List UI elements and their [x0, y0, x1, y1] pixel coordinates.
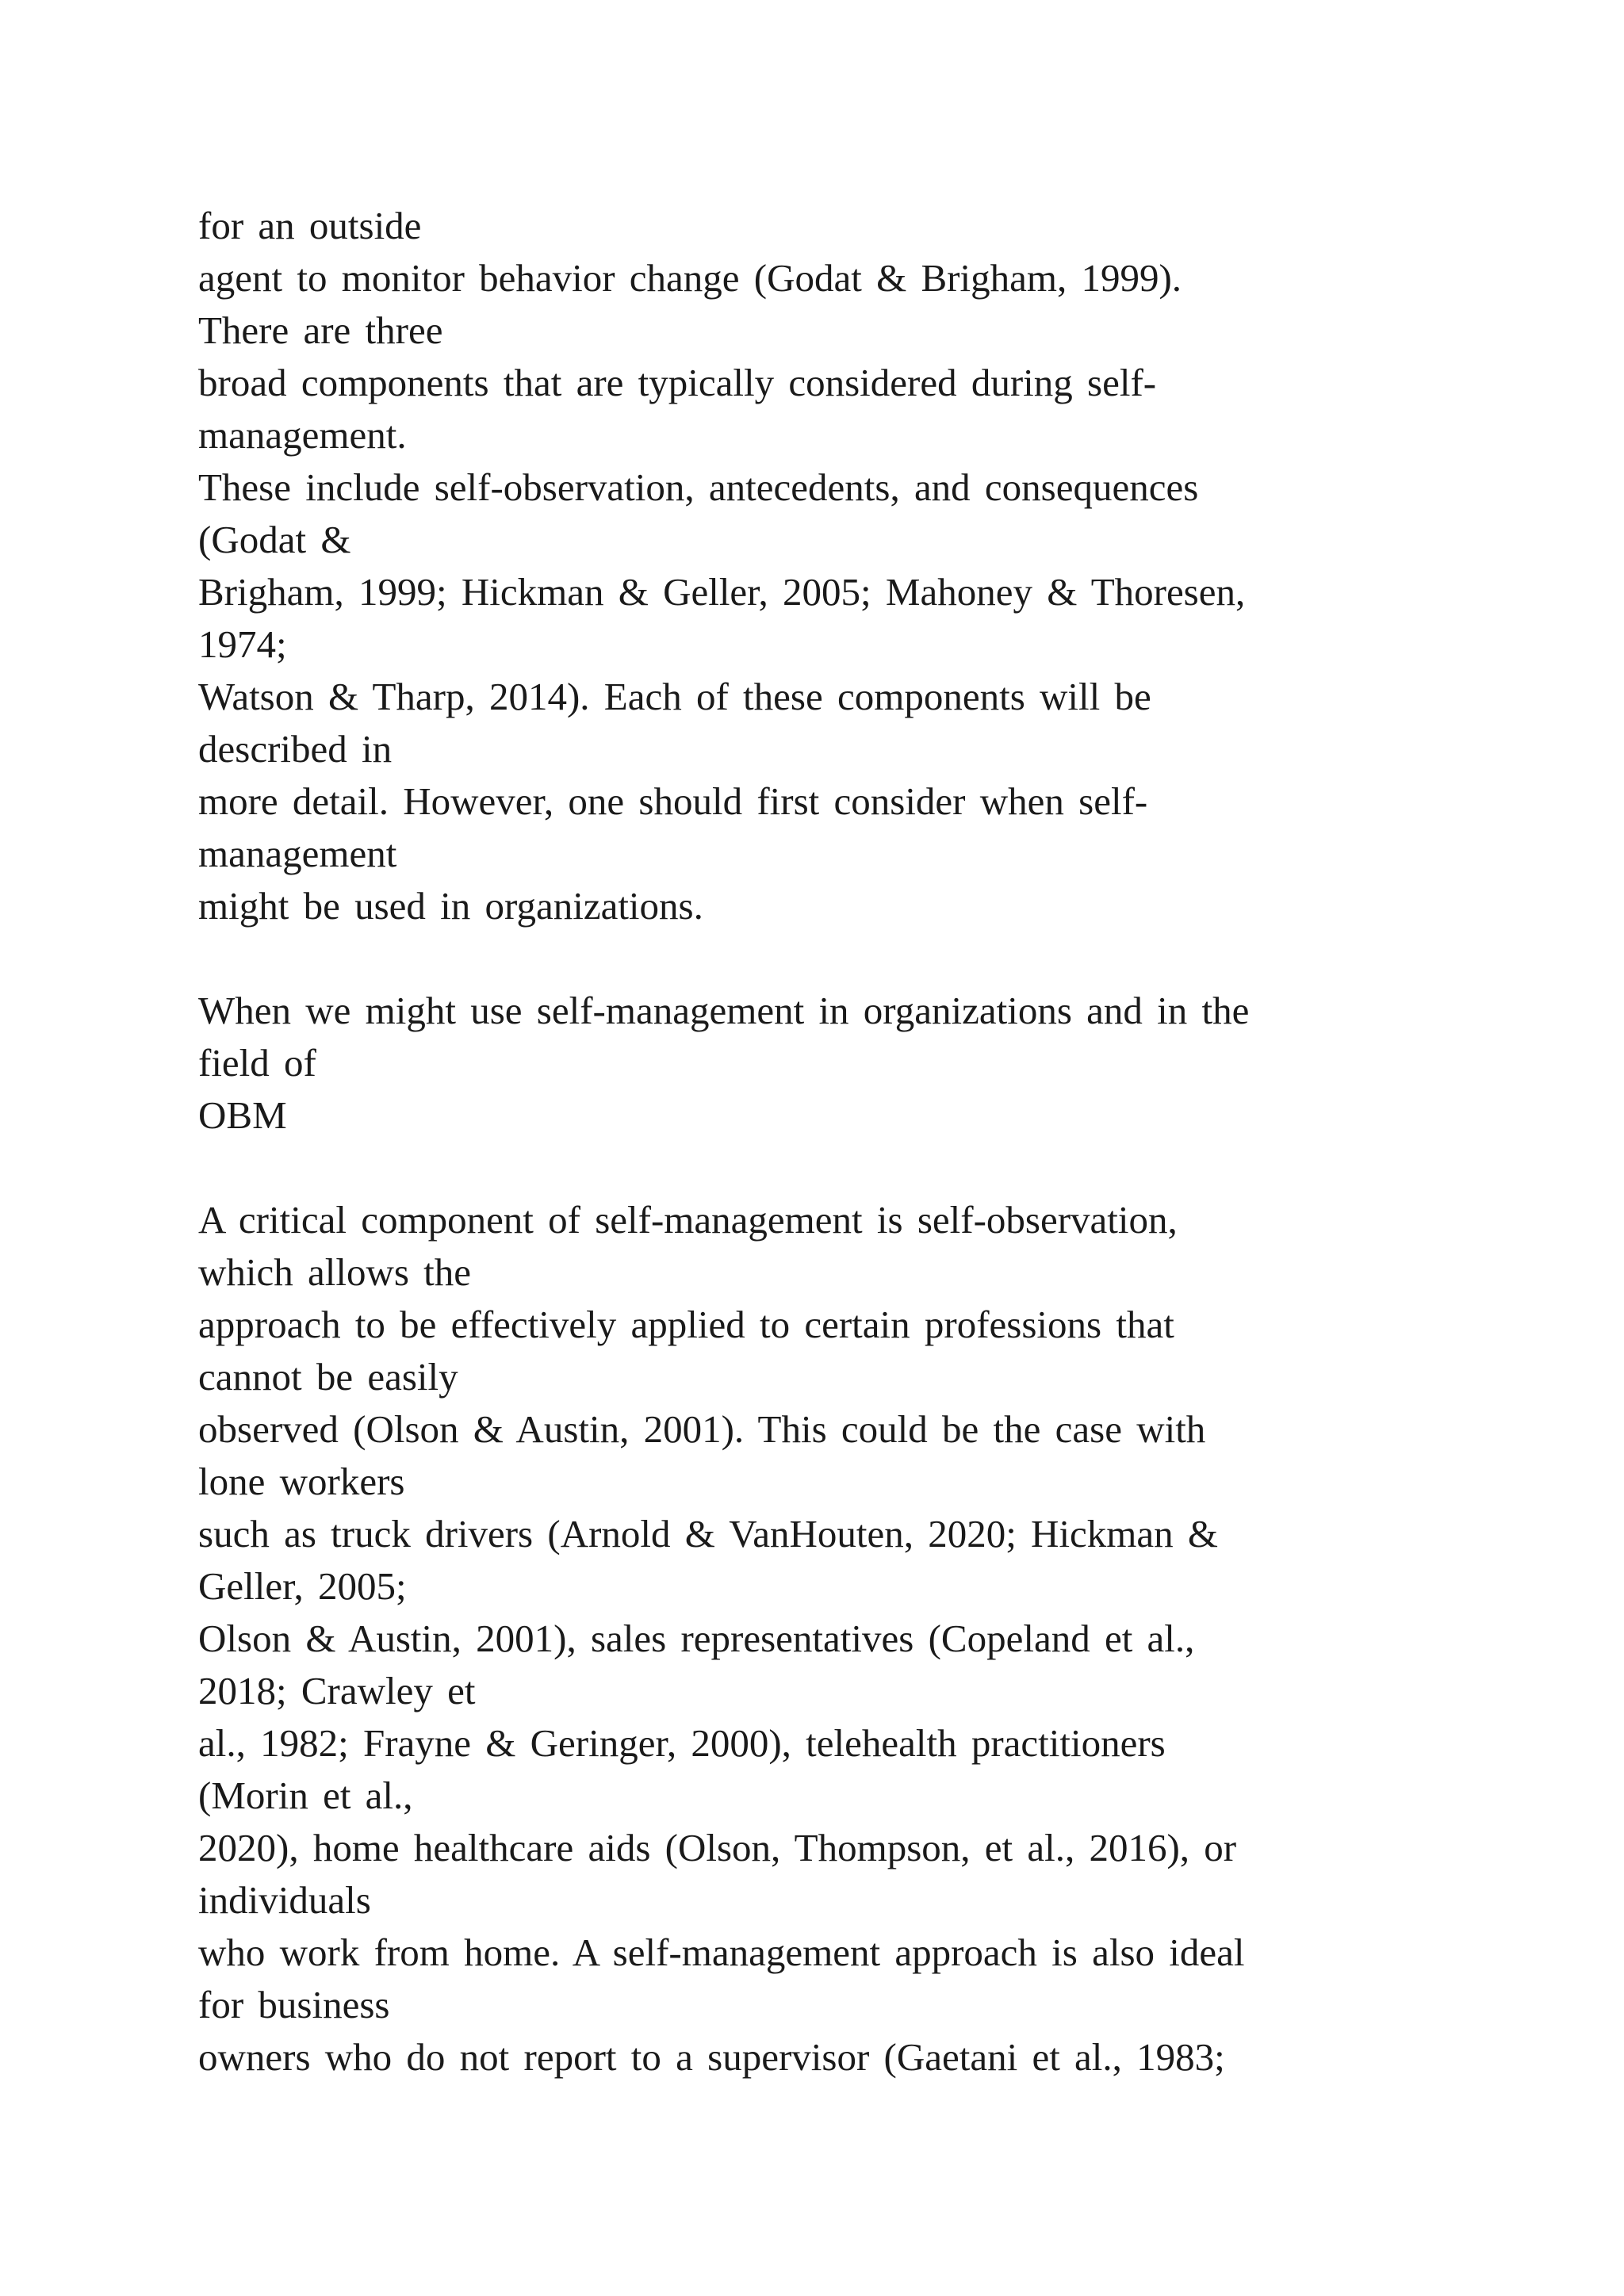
text-line: management [198, 832, 397, 875]
text-line: (Godat & [198, 518, 351, 561]
document-page [198, 200, 1435, 2084]
text-line: who work from home. A self-management approach is also ideal [198, 1931, 1245, 1974]
text-line: There are three [198, 308, 443, 352]
text-line: Brigham, 1999; Hickman & Geller, 2005; Mahoney & Thoresen, [198, 570, 1246, 614]
text-line: 1974; [198, 622, 287, 666]
text-line: such as truck drivers (Arnold & VanHouten, 2020; Hickman & [198, 1512, 1219, 1556]
text-line: (Morin et al., [198, 1774, 413, 1817]
text-line: which allows the [198, 1250, 472, 1294]
paragraph-2 [198, 1194, 1435, 2084]
text-line: A critical component of self-management is self-observation, [198, 1198, 1178, 1242]
heading-line: When we might use self-management in organizations and in the [198, 989, 1250, 1032]
text-line: observed (Olson & Austin, 2001). This could be the case with [198, 1407, 1206, 1451]
text-line: broad components that are typically considered during self- [198, 361, 1157, 404]
text-line: for business [198, 1983, 390, 2026]
text-line: Watson & Tharp, 2014). Each of these components will be [198, 675, 1151, 718]
text-line: management. [198, 413, 407, 457]
text-line: agent to monitor behavior change (Godat & Brigham, 1999). [198, 256, 1182, 300]
text-line: individuals [198, 1878, 371, 1922]
text-line: owners who do not report to a supervisor (Gaetani et al., 1983; [198, 2035, 1225, 2079]
text-line: for an outside [198, 204, 422, 247]
text-line: approach to be effectively applied to certain professions that [198, 1303, 1174, 1346]
blank-line [198, 932, 1435, 985]
text-line: These include self-observation, antecedents, and consequences [198, 465, 1199, 509]
heading-line: field of [198, 1041, 316, 1085]
text-line: described in [198, 727, 393, 771]
heading-line: OBM [198, 1093, 287, 1137]
text-line: Olson & Austin, 2001), sales representatives (Copeland et al., [198, 1617, 1195, 1660]
text-line: 2018; Crawley et [198, 1669, 476, 1712]
text-line: more detail. However, one should first consider when self- [198, 779, 1148, 823]
text-line: might be used in organizations. [198, 884, 703, 928]
paragraph-1 [198, 200, 1435, 932]
text-line: Geller, 2005; [198, 1564, 407, 1608]
section-heading [198, 985, 1435, 1142]
text-line: lone workers [198, 1460, 405, 1503]
text-line: cannot be easily [198, 1355, 458, 1399]
text-line: 2020), home healthcare aids (Olson, Thompson, et al., 2016), or [198, 1826, 1237, 1869]
text-line: al., 1982; Frayne & Geringer, 2000), telehealth practitioners [198, 1721, 1166, 1765]
blank-line [198, 1142, 1435, 1194]
